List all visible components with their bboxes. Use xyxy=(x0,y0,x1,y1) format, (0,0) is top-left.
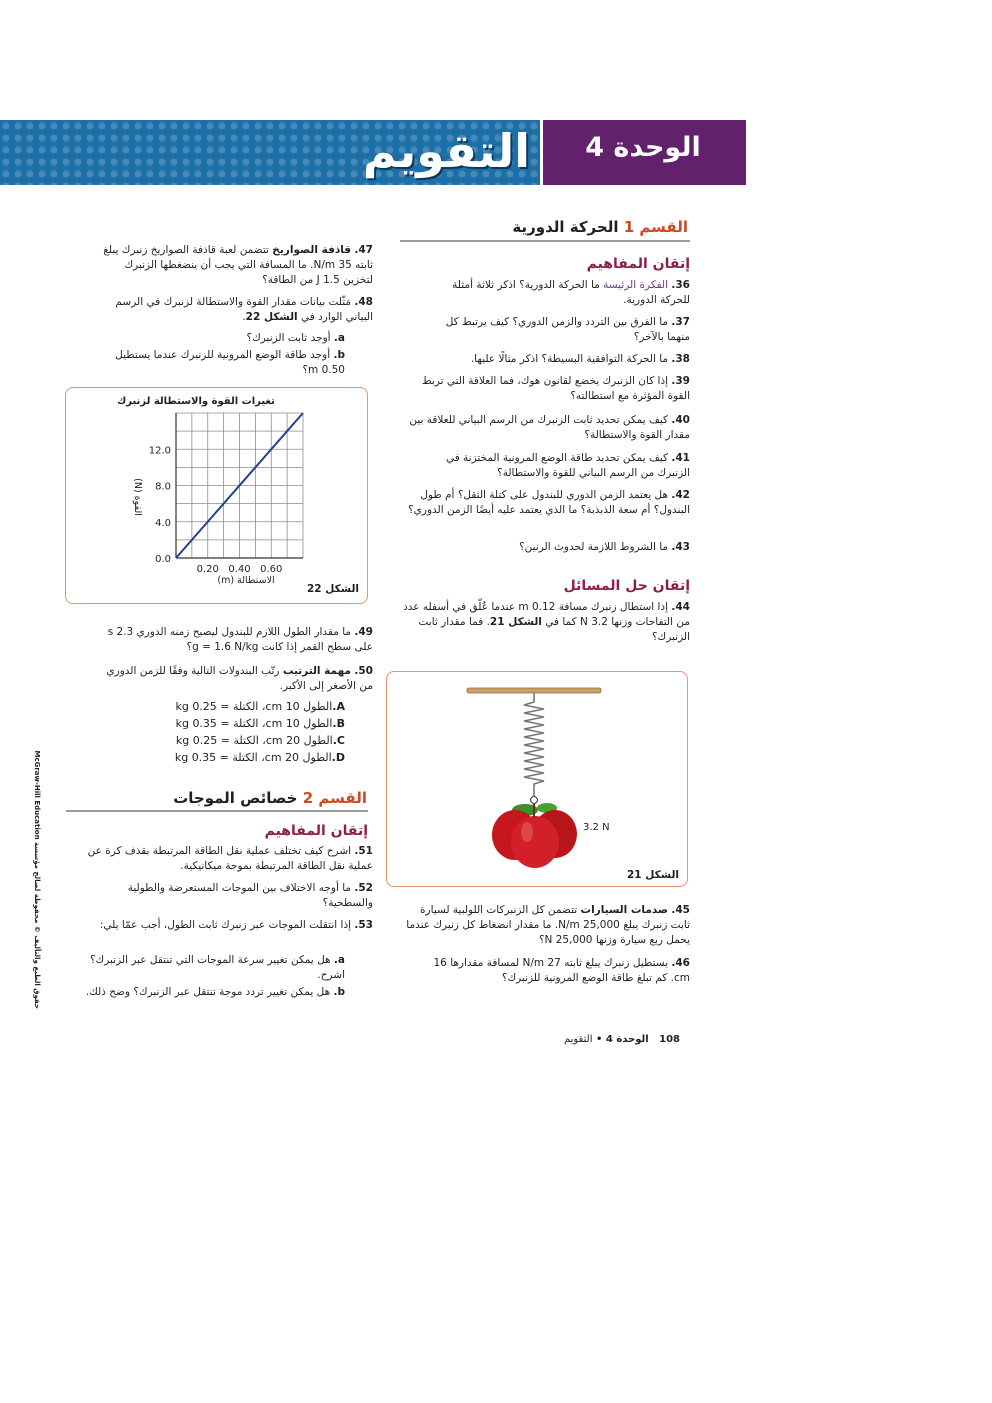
question-number: 50. xyxy=(354,665,373,677)
question-text: تتضمن لعبة قاذفة الصواريخ زنبرك يبلغ ثابته 35 N/m. ما المسافة التي يجب أن ينضغطها الزنبرك لتخزين 1.5 J من الطاقة؟ xyxy=(103,244,373,286)
question-number: 39. xyxy=(671,375,690,387)
question-text: ما مقدار الطول اللازم للبندول ليصبح زمنه الدوري 2.3 s على سطح القمر إذا كانت g = 1.6 N/kg؟ xyxy=(107,626,373,653)
question-50-list xyxy=(150,698,345,766)
question-number: 36. xyxy=(671,279,690,291)
spring-coil xyxy=(524,693,544,796)
page-number: 108 xyxy=(659,1034,680,1045)
question-number: 51. xyxy=(354,845,373,857)
question-text: هل يعتمد الزمن الدوري للبندول على كتلة الثقل؟ أم طول البندول؟ أم سعة الذبذبة؟ ما الذي يعتمد عليه أيضًا الزمن الدوري؟ xyxy=(408,489,690,516)
section1-title: الحركة الدورية xyxy=(512,218,619,236)
page-title: التقويم xyxy=(362,124,530,178)
item-letter: A. xyxy=(332,700,345,713)
question-38 xyxy=(420,352,690,367)
copyright-credit xyxy=(27,750,41,1015)
question-number: 40. xyxy=(671,414,690,426)
figure-reference: الشكل 22 xyxy=(245,311,298,323)
question-53 xyxy=(95,918,373,933)
subquestion-letter: b. xyxy=(333,349,345,361)
question-number: 45. xyxy=(671,904,690,916)
subquestion-letter: b. xyxy=(333,986,345,998)
question-lead: مهمة الترتيب xyxy=(282,665,352,677)
x-axis-label: الاستطالة (m) xyxy=(217,575,275,586)
item-letter: B. xyxy=(332,717,345,730)
section2-concepts-heading: إتقان المفاهيم xyxy=(264,823,368,839)
section2-label: القسم xyxy=(318,789,367,807)
question-number: 37. xyxy=(671,316,690,328)
question-text: ما الفرق بين التردد والزمن الدوري؟ كيف يرتبط كل منهما بالآخر؟ xyxy=(445,316,690,343)
question-37 xyxy=(420,315,690,345)
section1-problems-heading: إتقان حل المسائل xyxy=(563,578,690,594)
question-50 xyxy=(95,664,373,694)
subquestion-text: هل يمكن تغيير سرعة الموجات التي تنتقل عبر الزنبرك؟ اشرح. xyxy=(89,954,345,981)
question-number: 53. xyxy=(354,919,373,931)
section1-heading xyxy=(400,218,688,236)
footer-bullet: • xyxy=(595,1034,603,1045)
item-letter: D. xyxy=(331,751,345,764)
subquestion-text: أوجد طاقة الوضع المرونية للزنبرك عندما يستطيل 0.50 m؟ xyxy=(115,349,345,376)
question-text: ما أوجه الاختلاف بين الموجات المستعرضة والطولية والسطحية؟ xyxy=(127,882,373,909)
section1-label: القسم xyxy=(639,218,688,236)
figure-22-box xyxy=(65,387,368,604)
y-axis-label: القوة (N) xyxy=(132,478,143,516)
section2-number: 2 xyxy=(302,789,314,807)
subquestion-text: هل يمكن تغيير تردد موجة تنتقل عبر الزنبرك؟ وضح ذلك. xyxy=(85,986,334,998)
question-44 xyxy=(390,600,690,645)
question-text: ما الشروط اللازمة لحدوث الرنين؟ xyxy=(519,541,672,553)
question-45 xyxy=(400,903,690,948)
question-number: 46. xyxy=(671,957,690,969)
question-40 xyxy=(400,413,690,443)
question-number: 47. xyxy=(354,244,373,256)
question-49 xyxy=(95,625,373,655)
y-tick-label: 12.0 xyxy=(148,445,171,457)
question-51 xyxy=(75,844,373,874)
question-text: رتّب البندولات التالية وفقًا للزمن الدوري من الأصغر إلى الأكبر. xyxy=(106,665,373,692)
question-lead: صدمات السيارات xyxy=(580,904,669,916)
figure-21-illustration xyxy=(387,672,687,886)
list-item xyxy=(150,715,345,732)
support-bar xyxy=(467,688,601,693)
question-text: ما الحركة التوافقية البسيطة؟ اذكر مثالًا عليها. xyxy=(470,353,672,365)
question-text: اشرح كيف تختلف عملية نقل الطاقة المرتبطة بقذف كرة عن عملية نقل الطاقة المرتبطة بموجة ميكانيكية. xyxy=(87,845,373,872)
question-46 xyxy=(420,956,690,986)
figure-21-box xyxy=(386,671,688,887)
question-number: 42. xyxy=(671,489,690,501)
item-text: الطول 20 cm، الكتلة = 0.35 kg xyxy=(174,751,332,764)
question-text: كيف يمكن تحديد طاقة الوضع المرونية المختزنة في الزنبرك من الرسم البياني للقوة والاستطالة؟ xyxy=(445,452,690,479)
question-lead: الفكرة الرئيسة xyxy=(603,279,669,291)
question-48b xyxy=(95,348,345,378)
question-text: إذا استطال زنبرك مسافة 0.12 m عندما عُلّق في أسفله عدد من التفاحات وزنها 3.2 N كما في xyxy=(403,601,690,628)
question-text: إذا انتقلت الموجات عبر زنبرك ثابت الطول، أجب عمّا يلي: xyxy=(99,919,355,931)
list-item xyxy=(150,698,345,715)
question-36 xyxy=(420,278,690,308)
question-53b xyxy=(75,985,345,1000)
section1-concepts-heading: إتقان المفاهيم xyxy=(586,256,690,272)
y-tick-label: 8.0 xyxy=(155,481,171,493)
question-number: 48. xyxy=(354,296,373,308)
subquestion-text: أوجد ثابت الزنبرك؟ xyxy=(246,332,334,344)
subquestion-letter: a. xyxy=(333,954,345,966)
page-footer xyxy=(540,1034,680,1045)
question-53a xyxy=(75,953,345,983)
y-tick-label: 4.0 xyxy=(155,517,171,529)
question-number: 44. xyxy=(671,601,690,613)
force-extension-chart xyxy=(66,388,367,603)
question-text: تتضمن كل الزنبركات اللولبية لسيارة ثابت زنبرك يبلغ 25,000 N/m. ما مقدار انضغاط كل زنبرك عندما يحمل ربع سيارة وزنها 25,000 N؟ xyxy=(406,904,690,946)
question-text-tail: . فما مقدار ثابت الزنبرك؟ xyxy=(418,616,690,643)
question-number: 52. xyxy=(354,882,373,894)
hook xyxy=(531,796,538,804)
figure-21-label: الشكل 21 xyxy=(627,869,679,881)
section2-heading xyxy=(90,789,367,807)
footer-unit: الوحدة 4 xyxy=(605,1034,649,1045)
figure-reference: الشكل 21 xyxy=(489,616,542,628)
item-letter: C. xyxy=(332,734,345,747)
chart-title: تغيرات القوة والاستطالة لزنبرك xyxy=(117,396,275,407)
footer-title: التقويم xyxy=(563,1034,593,1045)
item-text: الطول 10 cm، الكتلة = 0.35 kg xyxy=(175,717,333,730)
x-tick-label: 0.20 xyxy=(196,564,219,575)
question-47 xyxy=(95,243,373,288)
apples-icon xyxy=(492,803,577,868)
y-tick-label: 0.0 xyxy=(155,554,171,565)
question-lead: قاذفة الصواريخ xyxy=(272,244,352,256)
question-text: ما الحركة الدورية؟ اذكر ثلاثة أمثلة للحركة الدورية. xyxy=(452,279,690,306)
question-43 xyxy=(420,540,690,555)
question-text: كيف يمكن تحديد ثابت الزنبرك من الرسم البياني للعلاقة بين مقدار القوة والاستطالة؟ xyxy=(409,414,690,441)
list-item xyxy=(150,732,345,749)
question-42 xyxy=(385,488,690,518)
section2-title: خصائص الموجات xyxy=(173,789,298,807)
section1-rule xyxy=(400,240,690,242)
figure-22-label: الشكل 22 xyxy=(307,583,359,595)
apple-weight-label: 3.2 N xyxy=(583,822,610,833)
question-text-tail: . xyxy=(242,311,246,323)
copyright-text: حقوق الطبع والتأليف © محفوظة لصالح مؤسسة McGraw-Hill Education xyxy=(33,750,41,1009)
question-text: يستطيل زنبرك يبلغ ثابته 27 N/m لمسافة مقدارها 16 cm. كم تبلغ طاقة الوضع المرونية للزنبرك؟ xyxy=(433,957,690,984)
question-number: 49. xyxy=(354,626,373,638)
question-52 xyxy=(95,881,373,911)
subquestion-letter: a. xyxy=(333,332,345,344)
question-48a xyxy=(95,331,345,346)
item-text: الطول 10 cm، الكتلة = 0.25 kg xyxy=(175,700,333,713)
unit-label: الوحدة 4 xyxy=(585,132,701,163)
section2-rule xyxy=(66,810,368,812)
list-item xyxy=(150,749,345,766)
question-number: 43. xyxy=(671,541,690,553)
x-tick-label: 0.40 xyxy=(228,564,251,575)
question-text: إذا كان الزنبرك يخضع لقانون هوك، فما العلاقة التي تربط القوة المؤثرة مع استطالته؟ xyxy=(421,375,690,402)
question-number: 38. xyxy=(671,353,690,365)
question-text: مَثّلت بيانات مقدار القوة والاستطالة لزنبرك في الرسم البياني الوارد في xyxy=(115,296,373,323)
x-tick-label: 0.60 xyxy=(260,564,283,575)
section1-number: 1 xyxy=(623,218,635,236)
question-41 xyxy=(420,451,690,481)
question-48 xyxy=(95,295,373,325)
question-number: 41. xyxy=(671,452,690,464)
item-text: الطول 20 cm، الكتلة = 0.25 kg xyxy=(175,734,333,747)
question-39 xyxy=(420,374,690,404)
